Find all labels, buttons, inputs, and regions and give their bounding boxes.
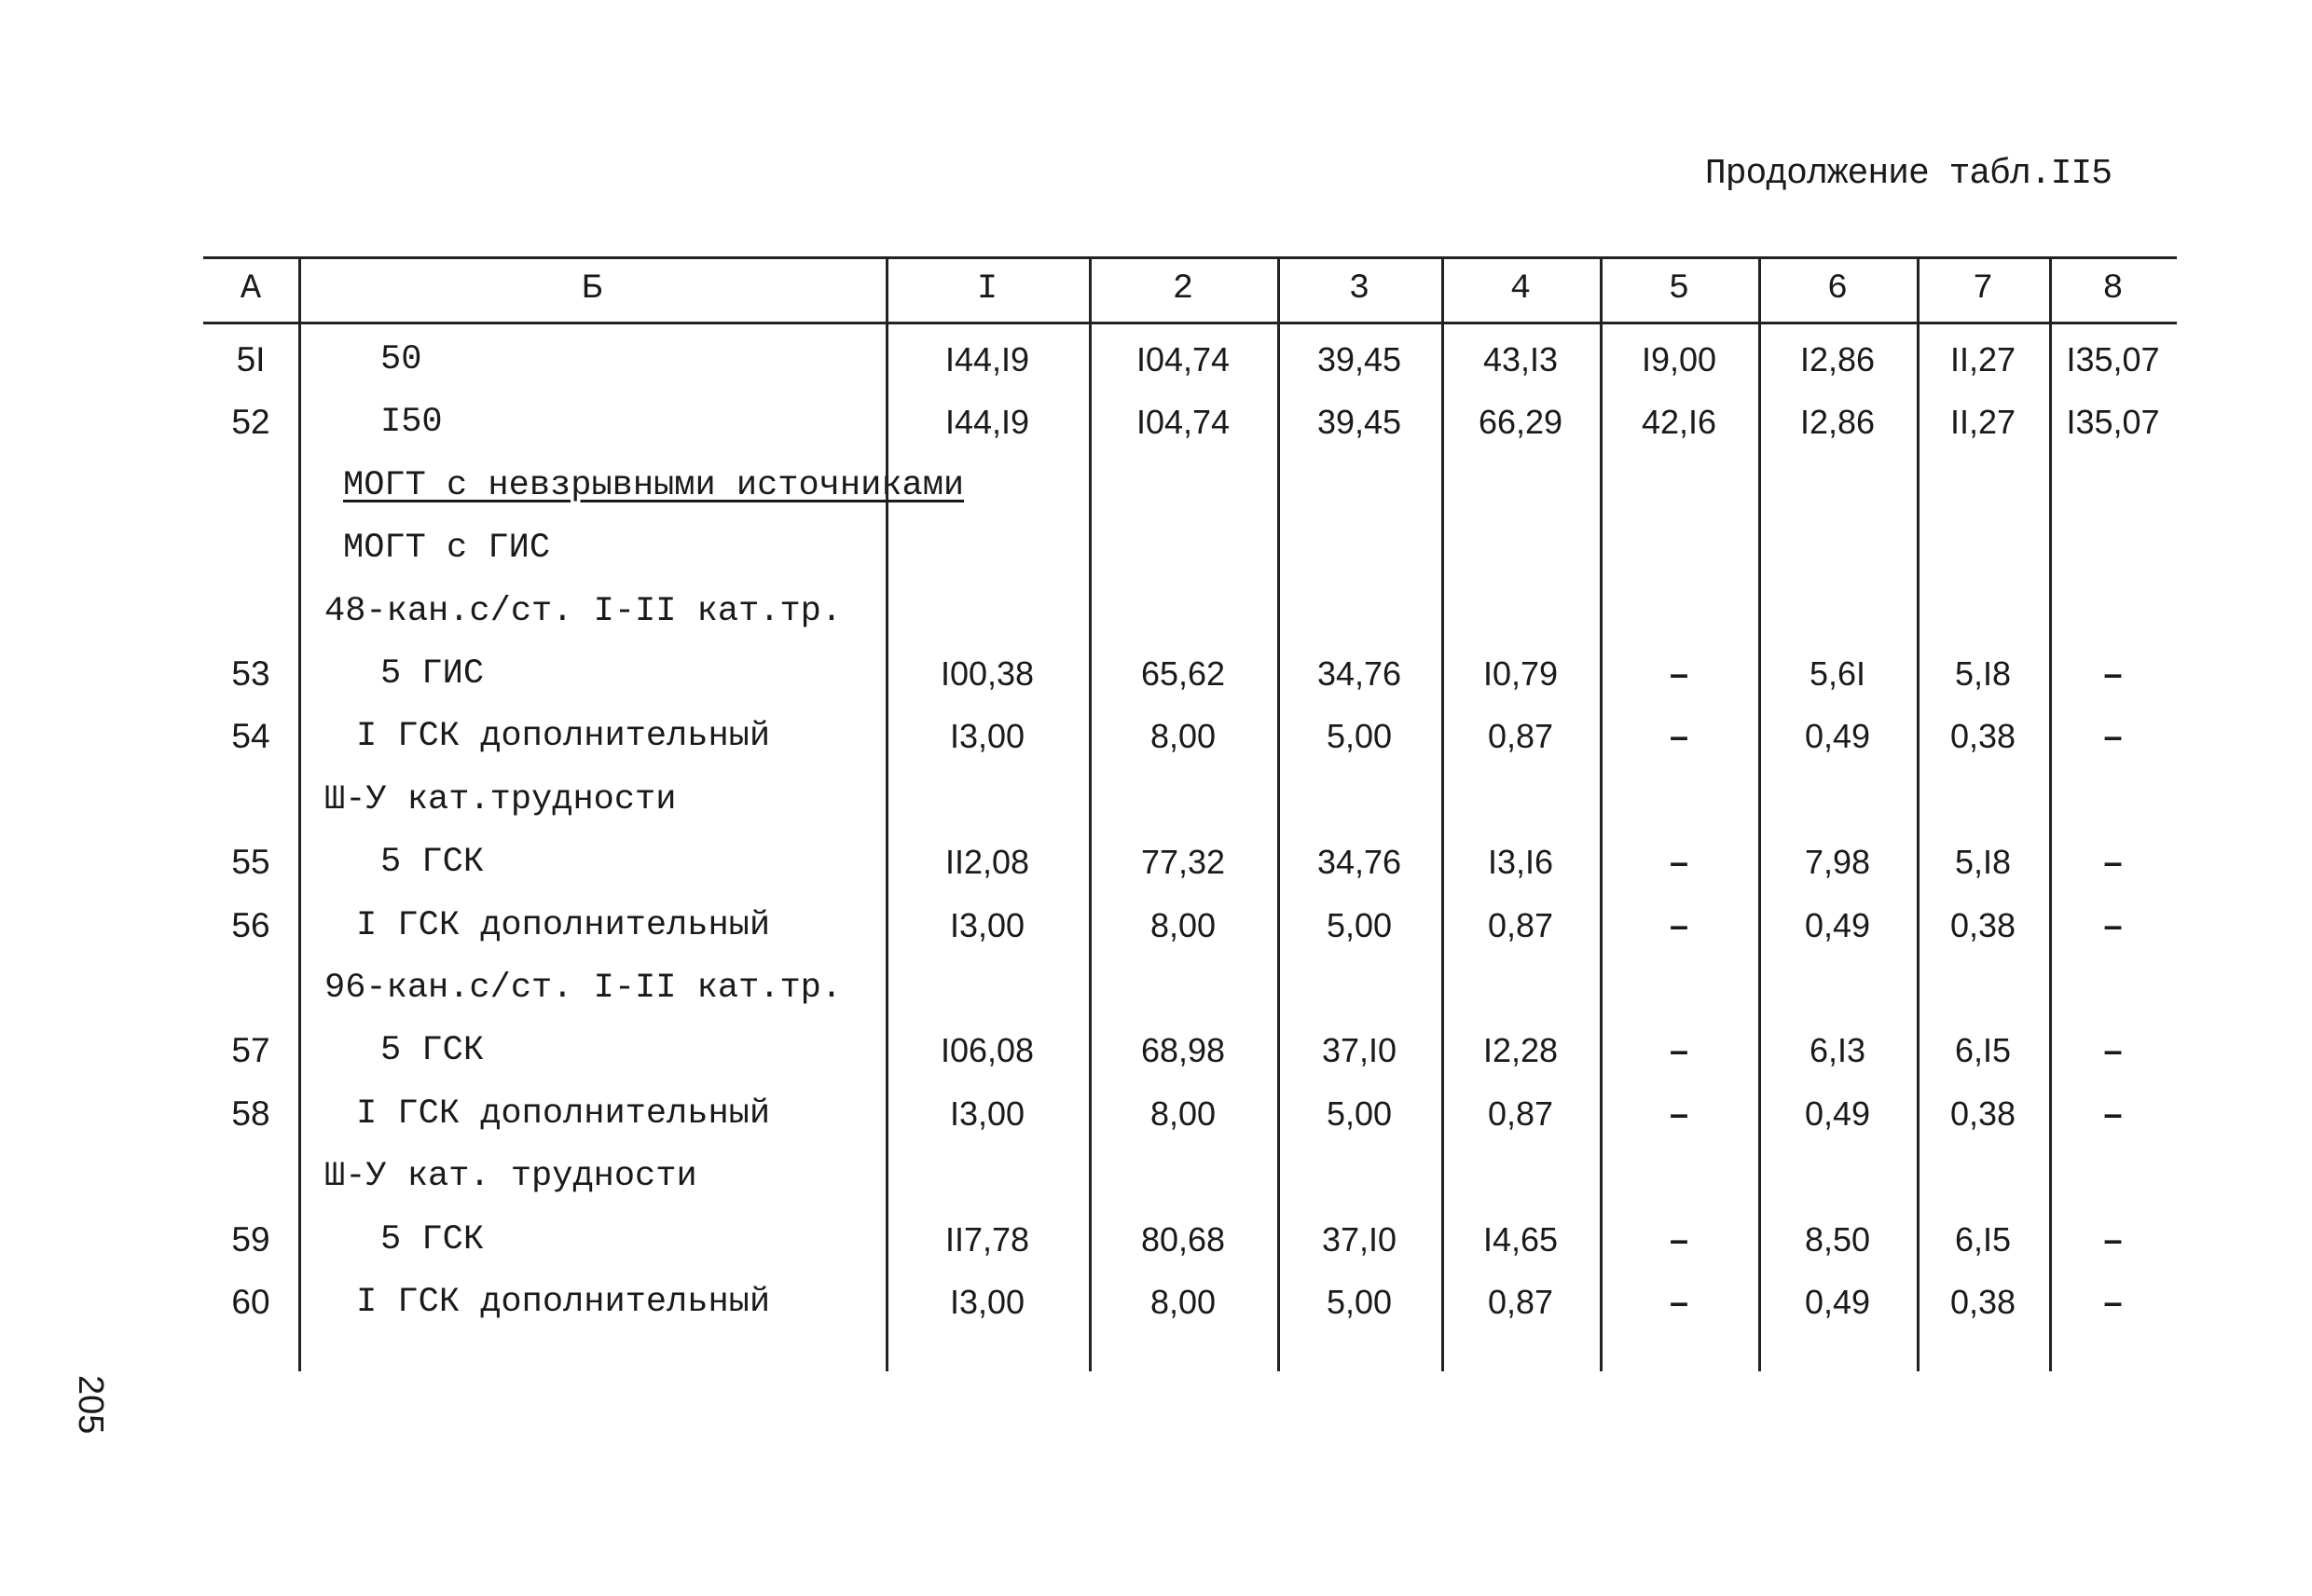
value-cell: 0,38 [1949,1094,2016,1133]
value-cell [1917,581,2049,642]
value-cell: – [2103,654,2123,693]
value-cell: – [2103,1094,2123,1133]
value-cell: 68,98 [1140,1031,1226,1070]
column-divider [2049,256,2052,1371]
value-cell: – [2103,843,2123,882]
table-header-rule [203,322,2177,324]
row-description: 5 ГСК [380,1031,485,1071]
table-row [203,957,2177,1019]
row-index: 58 [231,1094,270,1133]
column-header: 5 [1668,269,1690,309]
value-cell: 6,I5 [1954,1031,2012,1070]
value-cell: 0,87 [1487,717,1554,756]
value-cell [1441,957,1600,1019]
value-cell: – [1669,1031,1689,1070]
value-cell [2049,455,2177,516]
column-divider [298,256,301,1371]
value-cell: – [1669,654,1689,693]
value-cell: – [2103,1031,2123,1070]
value-cell [1758,517,1917,579]
value-cell [1600,769,1758,831]
row-index: 54 [231,717,270,756]
value-cell [2049,517,2177,579]
value-cell: 66,29 [1478,403,1563,442]
value-cell [2049,957,2177,1019]
table-row [203,1083,2177,1145]
value-cell [1441,455,1600,516]
column-header: 6 [1826,269,1849,309]
value-cell [1277,769,1441,831]
table-header-row [203,256,2177,322]
value-cell: 43,I3 [1482,340,1559,378]
value-cell [886,957,1089,1019]
column-divider [1441,256,1444,1371]
value-cell [886,769,1089,831]
row-index [203,1146,298,1207]
row-index: 55 [231,843,270,882]
row-index: 56 [231,905,270,944]
column-header: 3 [1348,269,1370,309]
value-cell [1277,581,1441,642]
value-cell: I35,07 [2066,340,2160,378]
value-cell [1089,517,1277,579]
value-cell: 8,00 [1149,1094,1217,1133]
table-row [203,329,2177,391]
value-cell: 0,49 [1804,717,1871,756]
column-divider [1758,256,1761,1371]
table-row [203,517,2177,579]
column-header: 4 [1509,269,1532,309]
value-cell [1277,517,1441,579]
row-index: 57 [231,1031,270,1070]
value-cell [1758,455,1917,516]
row-description: 50 [380,340,422,379]
value-cell [1089,581,1277,642]
value-cell [1600,581,1758,642]
row-description: 5 ГИС [380,654,485,694]
value-cell [1758,957,1917,1019]
value-cell [1441,581,1600,642]
value-cell [2049,1146,2177,1207]
table-row [203,581,2177,642]
value-cell: I44,I9 [944,340,1030,378]
row-index: 60 [231,1283,270,1321]
row-description: I ГСК дополнительный [356,1283,771,1322]
value-cell [2049,581,2177,642]
row-description: 5 ГСК [380,843,485,883]
row-description: Ш-У кат.трудности [324,779,677,819]
value-cell [1758,581,1917,642]
table-row [203,769,2177,831]
column-header: I [976,269,998,309]
value-cell: 5,I8 [1954,654,2012,693]
value-cell: – [1669,905,1689,944]
value-cell: I3,00 [949,717,1025,756]
value-cell: 0,49 [1804,1094,1871,1133]
value-cell: 8,50 [1804,1219,1871,1259]
value-cell [1441,517,1600,579]
column-header: 7 [1972,269,1994,309]
value-cell: 37,I0 [1321,1219,1397,1259]
row-index [203,769,298,831]
value-cell [1089,1146,1277,1207]
value-cell [1089,957,1277,1019]
value-cell: – [2103,1219,2123,1259]
table-row [203,1146,2177,1207]
value-cell: I00,38 [940,654,1035,693]
value-cell: I3,I6 [1487,843,1554,882]
value-cell: I06,08 [940,1031,1035,1070]
row-description: МОГТ с ГИС [343,529,551,569]
column-divider [1277,256,1280,1371]
value-cell [1089,769,1277,831]
value-cell: 0,38 [1949,717,2016,756]
column-header: 2 [1172,269,1194,309]
value-cell: I3,00 [949,1283,1025,1321]
value-cell: 6,I5 [1954,1219,2012,1259]
column-divider [886,256,888,1371]
value-cell [1600,1146,1758,1207]
table-row [203,1272,2177,1333]
value-cell: – [1669,717,1689,756]
value-cell: I3,00 [949,905,1025,944]
value-cell: I2,28 [1482,1031,1559,1070]
row-description: 96-кан.с/ст. I-II кат.тр. [324,969,843,1008]
value-cell [1277,1146,1441,1207]
value-cell: 34,76 [1316,654,1402,693]
value-cell [1441,1146,1600,1207]
row-description: I50 [380,403,443,443]
table-row [203,643,2177,705]
value-cell [886,1146,1089,1207]
value-cell: 8,00 [1149,717,1217,756]
value-cell [1600,455,1758,516]
row-description: Ш-У кат. трудности [324,1157,697,1197]
value-cell: – [1669,1219,1689,1259]
value-cell: 0,87 [1487,905,1554,944]
value-cell [1089,455,1277,516]
value-cell: I3,00 [949,1094,1025,1133]
value-cell [1917,1146,2049,1207]
column-header: А [240,269,262,309]
value-cell [1441,769,1600,831]
value-cell: 8,00 [1149,1283,1217,1321]
value-cell: 42,I6 [1641,403,1717,442]
value-cell: 0,38 [1949,1283,2016,1321]
row-description: МОГТ с невзрывными источниками [343,465,965,505]
table-row [203,832,2177,893]
row-index [203,455,298,516]
page-number: 205 [71,1375,110,1435]
value-cell [886,581,1089,642]
value-cell: 0,49 [1804,1283,1871,1321]
value-cell: 5,00 [1326,717,1393,756]
table-row [203,895,2177,956]
row-description: 48-кан.с/ст. I-II кат.тр. [324,591,843,631]
value-cell: I4,65 [1482,1219,1559,1259]
value-cell: 5,00 [1326,905,1393,944]
column-divider [1600,256,1603,1371]
column-header: 8 [2102,269,2124,309]
column-divider [1089,256,1092,1371]
table-row [203,455,2177,516]
value-cell: 5,00 [1326,1283,1393,1321]
value-cell: II,27 [1949,340,2016,378]
table-row [203,706,2177,767]
row-index: 59 [231,1219,270,1259]
value-cell: 5,00 [1326,1094,1393,1133]
value-cell: 0,38 [1949,905,2016,944]
row-description: I ГСК дополнительный [356,905,771,945]
value-cell: 5,6I [1809,654,1866,693]
value-cell: I04,74 [1135,340,1231,378]
value-cell: 37,I0 [1321,1031,1397,1070]
value-cell: I44,I9 [944,403,1030,442]
value-cell: I0,79 [1482,654,1559,693]
value-cell: – [2103,717,2123,756]
value-cell [886,517,1089,579]
value-cell: I9,00 [1641,340,1717,378]
table-row [203,1020,2177,1081]
value-cell: 5,I8 [1954,843,2012,882]
row-index: 52 [231,403,270,442]
row-index [203,581,298,642]
row-index [203,517,298,579]
value-cell: II2,08 [944,843,1030,882]
row-index: 5I [236,340,266,378]
column-header: Б [581,269,603,309]
value-cell [1917,957,2049,1019]
value-cell [1758,1146,1917,1207]
value-cell: 0,87 [1487,1094,1554,1133]
row-index: 53 [231,654,270,693]
value-cell [2049,769,2177,831]
table-row [203,392,2177,453]
value-cell: – [1669,1094,1689,1133]
row-description: 5 ГСК [380,1219,485,1259]
value-cell: I2,86 [1799,340,1876,378]
value-cell [1600,957,1758,1019]
value-cell: II7,78 [944,1219,1030,1259]
value-cell: – [1669,1283,1689,1321]
value-cell: 39,45 [1316,340,1402,378]
value-cell: II,27 [1949,403,2016,442]
value-cell: 7,98 [1804,843,1871,882]
row-description: I ГСК дополнительный [356,717,771,757]
row-description: I ГСК дополнительный [356,1094,771,1134]
row-index [203,957,298,1019]
column-divider [1917,256,1920,1371]
value-cell: 0,87 [1487,1283,1554,1321]
value-cell: 6,I3 [1809,1031,1866,1070]
value-cell [1277,957,1441,1019]
value-cell [886,455,1089,516]
value-cell: – [2103,905,2123,944]
value-cell [1758,769,1917,831]
value-cell [1917,517,2049,579]
value-cell: I35,07 [2066,403,2160,442]
value-cell: I2,86 [1799,403,1876,442]
value-cell: 80,68 [1140,1219,1226,1259]
value-cell: 77,32 [1140,843,1226,882]
value-cell: I04,74 [1135,403,1231,442]
value-cell: 34,76 [1316,843,1402,882]
value-cell: 0,49 [1804,905,1871,944]
value-cell: 39,45 [1316,403,1402,442]
value-cell: – [1669,843,1689,882]
value-cell [1277,455,1441,516]
value-cell [1917,769,2049,831]
value-cell: 65,62 [1140,654,1226,693]
table-row [203,1209,2177,1271]
value-cell: 8,00 [1149,905,1217,944]
value-cell [1917,455,2049,516]
value-cell: – [2103,1283,2123,1321]
value-cell [1600,517,1758,579]
table-caption: Продолжение табл.II5 [1704,154,2112,194]
